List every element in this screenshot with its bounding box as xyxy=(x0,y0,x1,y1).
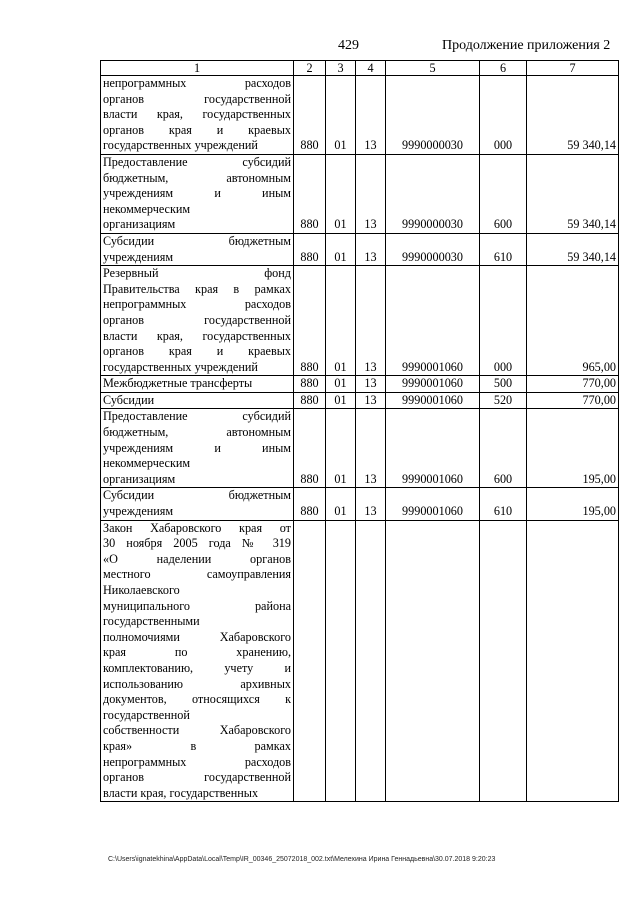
row-name-cell xyxy=(101,76,294,155)
row-name-line: Субсидии бюджетным xyxy=(103,488,291,503)
table-row xyxy=(101,154,619,233)
row-name-line: документов, относящихся к xyxy=(103,692,291,707)
row-name-line: власти края, государственных xyxy=(103,328,291,343)
row-name-line: некоммерческим xyxy=(103,456,191,471)
budget-table xyxy=(100,60,619,802)
column-header: 4 xyxy=(356,61,386,76)
subsection-cell xyxy=(356,520,386,802)
subsection-cell: 13 xyxy=(356,409,386,488)
page-number: 429 xyxy=(338,38,359,53)
expense-type-cell: 610 xyxy=(480,233,527,265)
row-name-cell xyxy=(101,520,294,802)
row-name-line: государственными xyxy=(103,614,200,629)
column-header: 3 xyxy=(326,61,356,76)
table-row xyxy=(101,488,619,520)
row-name-line: органов края и краевых xyxy=(103,122,291,137)
row-name-cell xyxy=(101,266,294,376)
row-name-line: власти края, государственных xyxy=(103,107,291,122)
row-name-line: бюджетным, автономным xyxy=(103,425,291,440)
section-cell: 01 xyxy=(326,266,356,376)
amount-cell: 770,00 xyxy=(527,392,619,409)
admin-code-cell xyxy=(294,520,326,802)
row-name-line: Субсидии xyxy=(103,392,155,407)
row-name-line: власти края, государственных xyxy=(103,785,259,800)
expense-type-cell: 600 xyxy=(480,409,527,488)
row-name-line: бюджетным, автономным xyxy=(103,170,291,185)
target-article-cell: 9990001060 xyxy=(386,488,480,520)
column-header: 2 xyxy=(294,61,326,76)
section-cell xyxy=(326,520,356,802)
row-name-line: учреждениям и иным xyxy=(103,440,291,455)
row-name-line: 30 ноября 2005 года № 319 xyxy=(103,536,291,551)
admin-code-cell: 880 xyxy=(294,376,326,393)
amount-cell: 59 340,14 xyxy=(527,76,619,155)
table-body xyxy=(101,76,619,802)
row-name-line: муниципального района xyxy=(103,598,291,613)
continuation-label: Продолжение приложения 2 xyxy=(442,38,611,53)
expense-type-cell: 600 xyxy=(480,154,527,233)
admin-code-cell: 880 xyxy=(294,488,326,520)
row-name-line: собственности Хабаровского xyxy=(103,723,291,738)
column-header: 7 xyxy=(527,61,619,76)
amount-cell: 770,00 xyxy=(527,376,619,393)
amount-cell: 965,00 xyxy=(527,266,619,376)
target-article-cell: 9990001060 xyxy=(386,376,480,393)
expense-type-cell: 000 xyxy=(480,266,527,376)
row-name-cell xyxy=(101,488,294,520)
subsection-cell: 13 xyxy=(356,154,386,233)
section-cell: 01 xyxy=(326,488,356,520)
row-name-line: комплектованию, учету и xyxy=(103,660,291,675)
row-name-line: учреждениям xyxy=(103,249,174,264)
row-name-line: органов государственной xyxy=(103,91,291,106)
section-cell: 01 xyxy=(326,376,356,393)
subsection-cell: 13 xyxy=(356,266,386,376)
target-article-cell: 9990001060 xyxy=(386,266,480,376)
subsection-cell: 13 xyxy=(356,233,386,265)
target-article-cell: 9990000030 xyxy=(386,76,480,155)
section-cell: 01 xyxy=(326,409,356,488)
expense-type-cell xyxy=(480,520,527,802)
table-row xyxy=(101,266,619,376)
row-name-line: «О наделении органов xyxy=(103,551,291,566)
row-name-line: использованию архивных xyxy=(103,676,291,691)
row-name-line: Закон Хабаровского края от xyxy=(103,520,291,535)
target-article-cell xyxy=(386,520,480,802)
row-name-cell xyxy=(101,392,294,409)
row-name-line: государственных учреждений xyxy=(103,359,258,374)
amount-cell: 195,00 xyxy=(527,488,619,520)
table-row xyxy=(101,520,619,802)
table-row xyxy=(101,76,619,155)
column-header: 5 xyxy=(386,61,480,76)
expense-type-cell: 500 xyxy=(480,376,527,393)
row-name-line: Предоставление субсидий xyxy=(103,409,291,424)
section-cell: 01 xyxy=(326,154,356,233)
row-name-line: государственных учреждений xyxy=(103,138,258,153)
target-article-cell: 9990001060 xyxy=(386,392,480,409)
target-article-cell: 9990000030 xyxy=(386,233,480,265)
target-article-cell: 9990001060 xyxy=(386,409,480,488)
admin-code-cell: 880 xyxy=(294,76,326,155)
admin-code-cell: 880 xyxy=(294,392,326,409)
admin-code-cell: 880 xyxy=(294,233,326,265)
amount-cell xyxy=(527,520,619,802)
row-name-cell xyxy=(101,409,294,488)
row-name-line: Субсидии бюджетным xyxy=(103,233,291,248)
admin-code-cell: 880 xyxy=(294,409,326,488)
subsection-cell: 13 xyxy=(356,76,386,155)
column-header: 1 xyxy=(101,61,294,76)
target-article-cell: 9990000030 xyxy=(386,154,480,233)
admin-code-cell: 880 xyxy=(294,154,326,233)
row-name-line: полномочиями Хабаровского xyxy=(103,629,291,644)
column-number-row xyxy=(101,61,619,76)
row-name-line: местного самоуправления xyxy=(103,567,291,582)
subsection-cell: 13 xyxy=(356,488,386,520)
admin-code-cell: 880 xyxy=(294,266,326,376)
row-name-line: непрограммных расходов xyxy=(103,297,291,312)
table-row xyxy=(101,392,619,409)
column-header: 6 xyxy=(480,61,527,76)
subsection-cell: 13 xyxy=(356,392,386,409)
row-name-line: органов края и краевых xyxy=(103,344,291,359)
subsection-cell: 13 xyxy=(356,376,386,393)
row-name-cell xyxy=(101,154,294,233)
file-path-footer: C:\Users\ignatekhina\AppData\Local\Temp\IR_00346_25072018_002.txt\Мелехина Ирина Геннадьевна\30.07.2018 9:20:23 xyxy=(108,856,496,863)
row-name-line: Резервный фонд xyxy=(103,266,291,281)
row-name-line: некоммерческим xyxy=(103,201,191,216)
row-name-line: Николаевского xyxy=(103,583,180,597)
row-name-line: непрограммных расходов xyxy=(103,754,291,769)
row-name-cell xyxy=(101,376,294,393)
row-name-line: края» в рамках xyxy=(103,738,291,753)
row-name-line: организациям xyxy=(103,217,176,232)
table-row xyxy=(101,409,619,488)
row-name-line: края по хранению, xyxy=(103,645,291,660)
row-name-line: непрограммных расходов xyxy=(103,76,291,90)
amount-cell: 195,00 xyxy=(527,409,619,488)
expense-type-cell: 000 xyxy=(480,76,527,155)
section-cell: 01 xyxy=(326,392,356,409)
amount-cell: 59 340,14 xyxy=(527,154,619,233)
row-name-line: Правительства края в рамках xyxy=(103,281,291,296)
row-name-line: организациям xyxy=(103,471,176,486)
row-name-line: учреждениям и иным xyxy=(103,186,291,201)
section-cell: 01 xyxy=(326,76,356,155)
row-name-line: государственной xyxy=(103,707,190,722)
table-row xyxy=(101,233,619,265)
row-name-line: органов государственной xyxy=(103,770,291,785)
section-cell: 01 xyxy=(326,233,356,265)
table-row xyxy=(101,376,619,393)
row-name-line: учреждениям xyxy=(103,504,174,519)
row-name-cell xyxy=(101,233,294,265)
amount-cell: 59 340,14 xyxy=(527,233,619,265)
row-name-line: Предоставление субсидий xyxy=(103,154,291,169)
row-name-line: Межбюджетные трансферты xyxy=(103,376,253,391)
expense-type-cell: 520 xyxy=(480,392,527,409)
row-name-line: органов государственной xyxy=(103,312,291,327)
expense-type-cell: 610 xyxy=(480,488,527,520)
